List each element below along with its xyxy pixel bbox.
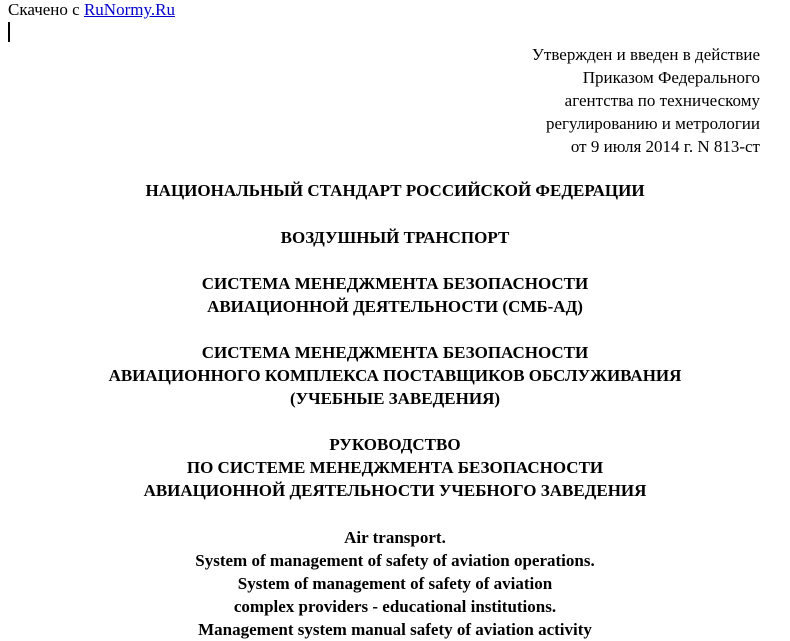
english-line: Management system manual safety of aviation activity xyxy=(198,620,592,639)
english-line: System of management of safety of aviation operations. xyxy=(195,551,595,570)
english-line: complex providers - educational institutions. xyxy=(233,597,557,616)
source-line xyxy=(8,0,175,21)
approval-line: агентства по техническому xyxy=(564,91,760,110)
heading-line: АВИАЦИОННОЙ ДЕЯТЕЛЬНОСТИ УЧЕБНОГО ЗАВЕДЕНИЯ xyxy=(143,481,647,500)
heading-line: СИСТЕМА МЕНЕДЖМЕНТА БЕЗОПАСНОСТИ xyxy=(201,343,589,362)
approval-line: Приказом Федерального xyxy=(582,68,760,87)
english-line: Air transport. xyxy=(344,528,446,547)
heading-line: (УЧЕБНЫЕ ЗАВЕДЕНИЯ) xyxy=(289,389,501,408)
text-cursor xyxy=(8,22,10,42)
english-title xyxy=(0,526,790,641)
smb-ad-heading xyxy=(0,272,790,318)
air-transport-heading xyxy=(0,226,790,249)
approval-line: от 9 июля 2014 г. N 813-ст xyxy=(570,137,760,156)
approval-line: регулированию и метрологии xyxy=(545,114,760,133)
guide-heading xyxy=(0,433,790,502)
heading-line: СИСТЕМА МЕНЕДЖМЕНТА БЕЗОПАСНОСТИ xyxy=(201,274,589,293)
heading-line: ПО СИСТЕМЕ МЕНЕДЖМЕНТА БЕЗОПАСНОСТИ xyxy=(186,458,604,477)
heading-line: РУКОВОДСТВО xyxy=(329,435,461,454)
heading-line: АВИАЦИОННОЙ ДЕЯТЕЛЬНОСТИ (СМБ-АД) xyxy=(207,297,583,316)
complex-providers-heading xyxy=(0,341,790,410)
english-line: System of management of safety of aviation xyxy=(237,574,553,593)
heading-line: НАЦИОНАЛЬНЫЙ СТАНДАРТ РОССИЙСКОЙ ФЕДЕРАЦИИ xyxy=(145,181,645,200)
approval-line: Утвержден и введен в действие xyxy=(531,45,760,64)
source-prefix: Скачено с xyxy=(8,0,84,19)
national-standard-heading xyxy=(0,179,790,202)
runormy-link[interactable]: RuNormy.Ru xyxy=(83,0,175,19)
heading-line: АВИАЦИОННОГО КОМПЛЕКСА ПОСТАВЩИКОВ ОБСЛУЖИВАНИЯ xyxy=(108,366,682,385)
approval-block xyxy=(532,43,760,158)
heading-line: ВОЗДУШНЫЙ ТРАНСПОРТ xyxy=(280,228,510,247)
